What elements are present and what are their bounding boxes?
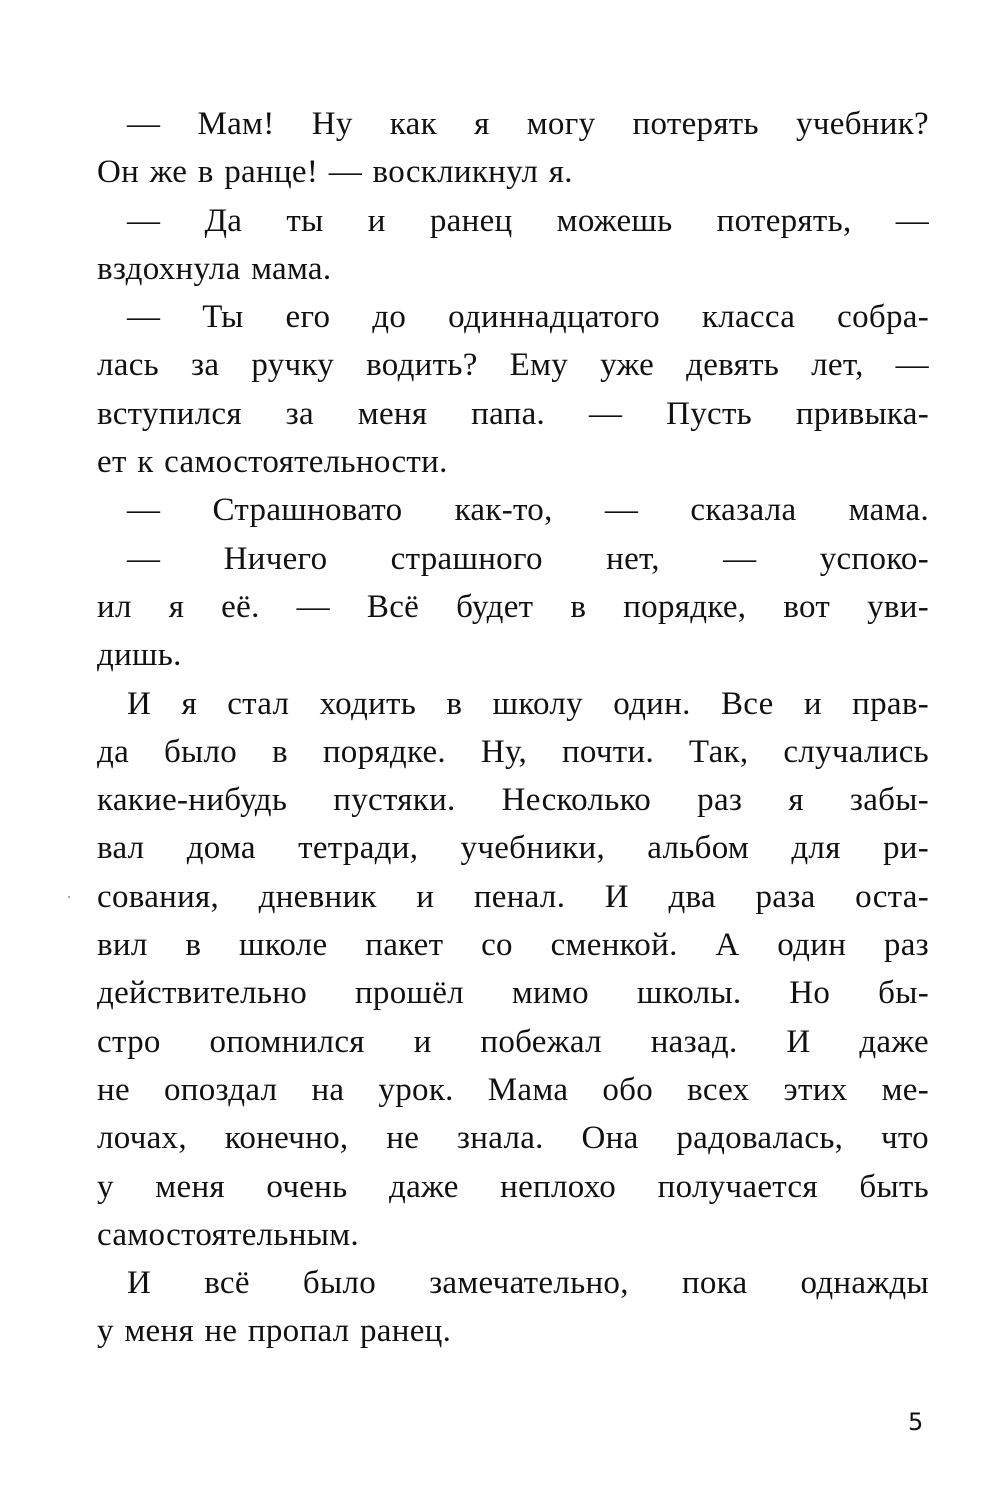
text-line: не опоздал на урок. Мама обо всех этих ме- xyxy=(97,1071,929,1108)
paragraph-1 xyxy=(97,100,929,197)
page-number: 5 xyxy=(908,1408,924,1436)
text-line: — Мам! Ну как я могу потерять учебник? xyxy=(127,106,929,142)
text-line: — Ничего страшного нет, — успоко- xyxy=(127,540,929,577)
text-line: стро опомнился и побежал назад. И даже xyxy=(97,1023,929,1060)
text-line: да было в порядке. Ну, почти. Так, случались xyxy=(97,733,929,770)
text-line: ил я её. — Всё будет в порядке, вот уви- xyxy=(97,588,929,625)
text-line: действительно прошёл мимо школы. Но бы- xyxy=(97,975,929,1012)
text-line: — Ты его до одиннадцатого класса собра- xyxy=(127,299,929,336)
text-line: дишь. xyxy=(97,637,182,674)
text-line: — Страшновато как-то, — сказала мама. xyxy=(127,492,929,529)
text-line: сования, дневник и пенал. И два раза оста- xyxy=(97,878,929,915)
text-line: Он же в ранце! — воскликнул я. xyxy=(97,154,573,191)
text-line: у меня очень даже неплохо получается быть xyxy=(97,1168,929,1205)
paragraph-2 xyxy=(97,197,929,294)
text-line: ет к самостоятельности. xyxy=(97,444,448,481)
text-line: лась за ручку водить? Ему уже девять лет, — xyxy=(97,347,929,384)
paragraph-7 xyxy=(97,1259,929,1356)
text-line: вал дома тетради, учебники, альбом для ри- xyxy=(97,830,929,867)
scan-speck xyxy=(68,896,70,898)
text-line: лочах, конечно, не знала. Она радовалась, что xyxy=(97,1120,929,1157)
paragraph-5 xyxy=(97,535,929,680)
text-line: — Да ты и ранец можешь потерять, — xyxy=(127,202,929,239)
text-line: И всё было замечательно, пока однажды xyxy=(127,1265,929,1302)
text-line: у меня не пропал ранец. xyxy=(97,1313,452,1350)
text-line: вступился за меня папа. — Пусть привыка- xyxy=(97,395,929,432)
paragraph-3 xyxy=(97,293,929,486)
paragraph-4 xyxy=(97,486,929,534)
text-line: самостоятельным. xyxy=(97,1216,359,1253)
text-line: какие-нибудь пустяки. Несколько раз я забы- xyxy=(97,782,929,819)
text-line: вздохнула мама. xyxy=(97,250,332,287)
body-text xyxy=(97,100,929,1356)
paragraph-6 xyxy=(97,680,929,1260)
text-line: вил в школе пакет со сменкой. А один раз xyxy=(97,927,929,964)
text-line: И я стал ходить в школу один. Все и прав- xyxy=(127,685,929,722)
